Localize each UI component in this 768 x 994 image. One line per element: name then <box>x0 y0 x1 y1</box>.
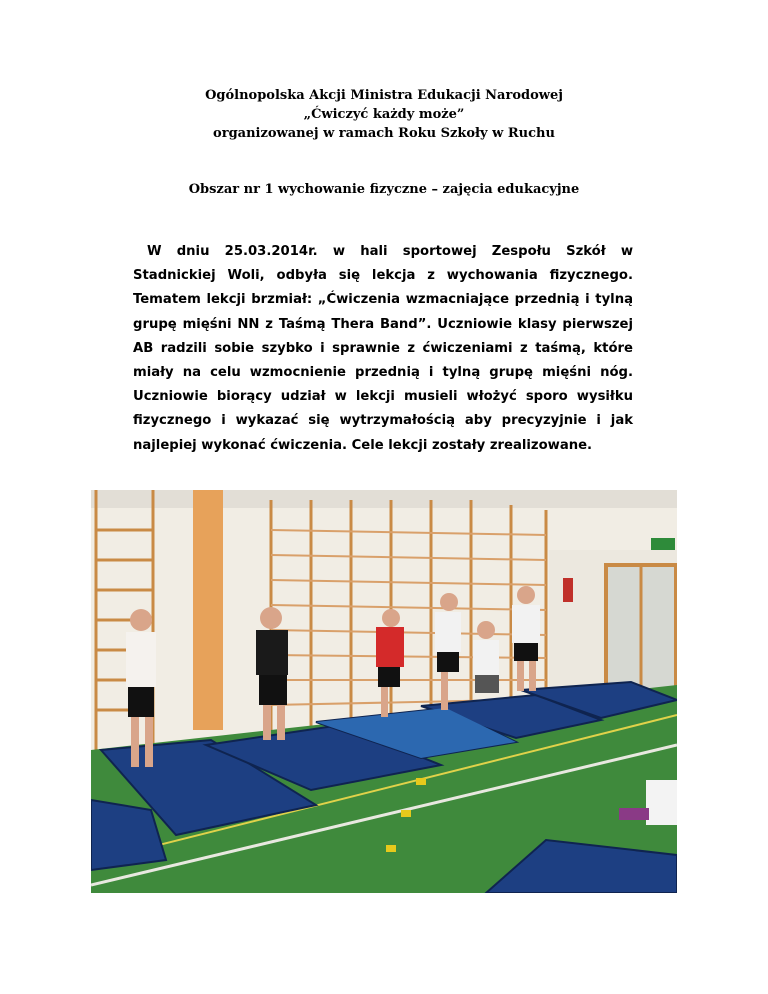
report-paragraph: W dniu 25.03.2014r. w hali sportowej Zespołu Szkół w Stadnickiej Woli, odbyła się lekcja z wychowania fizycznego. Tematem lekcji brzmiał: „Ćwiczenia wzmacniające przednią i tylną grupę mięśni NN z Taśmą Thera Band”. Uczniowie klasy pierwszej AB radzili sobie szybko i sprawnie z ćwiczeniami z taśmą, które miały na celu wzmocnienie przednią i tylną grupę mięśni nóg. Uczniowie biorący udział w lekcji musieli włożyć sporo wysiłku fizycznego i wykazać się wytrzymałością aby precyzyjnie i jak najlepiej wykonać ćwiczenia. Cele lekcji zostały zrealizowane. <box>133 244 633 453</box>
header-title-line-1: Ogólnopolska Akcji Ministra Edukacji Narodowej <box>205 88 563 103</box>
gym-lesson-photo <box>91 490 677 893</box>
header-title-line-2: „Ćwiczyć każdy może” <box>303 107 465 122</box>
area-heading: Obszar nr 1 wychowanie fizyczne – zajęcia edukacyjne <box>188 182 580 197</box>
header-title-line-3: organizowanej w ramach Roku Szkoły w Ruchu <box>213 126 555 141</box>
